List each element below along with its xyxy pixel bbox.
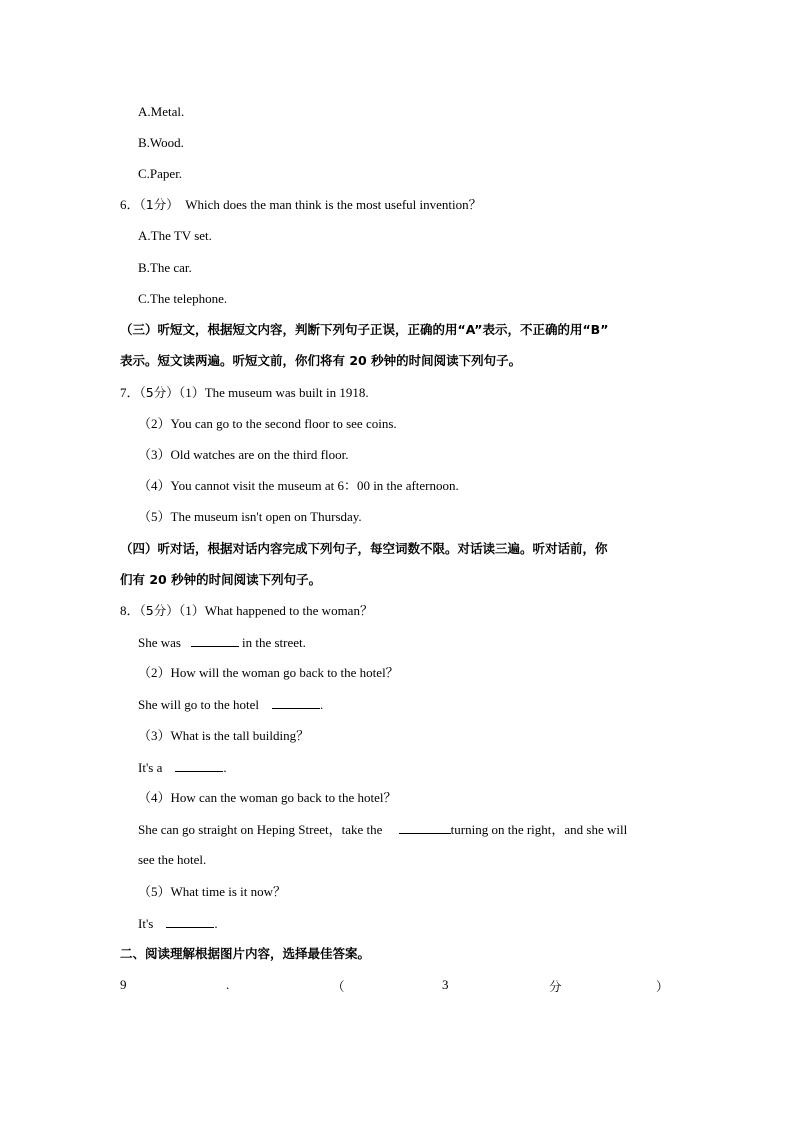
q8-question-2: （2）How will the woman go back to the hotel？ xyxy=(138,665,399,680)
q8-answer-1 xyxy=(138,634,306,651)
q7-item-4: （4）You cannot visit the museum at 6：00 in the afternoon. xyxy=(138,478,459,493)
q7-item-2: （2）You can go to the second floor to see coins. xyxy=(138,416,397,431)
q8-answer-5-pre: It's xyxy=(138,916,154,931)
q6-question-line xyxy=(120,197,482,213)
q8-line-1 xyxy=(120,603,373,619)
q7-item-5: （5）The museum isn't open on Thursday. xyxy=(138,509,362,524)
q6-option-b: B.The car. xyxy=(138,260,192,275)
part2-heading: 二、阅读理解根据图片内容，选择最佳答案。 xyxy=(120,946,371,961)
q8-blank-2[interactable] xyxy=(272,696,320,709)
q5-option-c: C.Paper. xyxy=(138,166,183,181)
q7-item-3: （3）Old watches are on the third floor. xyxy=(138,447,349,462)
q8-score: （5分） xyxy=(139,603,179,618)
q8-answer-2-pre: She will go to the hotel xyxy=(138,697,259,712)
section3-instruction-line2: 表示。短文读两遍。听短文前，你们将有 20 秒钟的时间阅读下列句子。 xyxy=(120,353,522,368)
q8-answer-1-post: in the street. xyxy=(241,635,306,650)
q9-number: 9 xyxy=(120,977,127,992)
q8-question-1: （1）What happened to the woman？ xyxy=(178,603,373,618)
q9-right-paren: ） xyxy=(656,979,669,994)
q9-question-line xyxy=(120,977,668,993)
q8-answer-3 xyxy=(138,759,227,776)
q9-left-paren: （ xyxy=(332,979,345,994)
q8-answer-5 xyxy=(138,915,218,932)
q7-score: （5分） xyxy=(139,385,179,400)
q8-answer-1-pre: She was xyxy=(138,635,181,650)
q6-option-a: A.The TV set. xyxy=(138,228,212,243)
q8-answer-2 xyxy=(138,696,323,713)
q7-item-1: （1）The museum was built in 1918. xyxy=(178,385,369,400)
q8-number: 8． xyxy=(120,603,140,618)
section4-instruction-line1: （四）听对话，根据对话内容完成下列句子，每空词数不限。对话读三遍。听对话前，你 xyxy=(120,541,608,556)
q8-blank-3[interactable] xyxy=(175,759,223,772)
q9-score: 3 xyxy=(442,977,449,992)
q5-option-a: A.Metal. xyxy=(138,104,185,119)
q8-blank-1[interactable] xyxy=(191,634,239,647)
q6-number: 6． xyxy=(120,197,140,212)
q6-question: Which does the man think is the most useful invention？ xyxy=(185,197,482,212)
q9-dot: . xyxy=(226,977,230,992)
q8-answer-3-pre: It's a xyxy=(138,760,163,775)
q8-answer-3-post: . xyxy=(223,760,227,775)
q8-answer-5-post: . xyxy=(214,916,218,931)
section4-instruction-line2: 们有 20 秒钟的时间阅读下列句子。 xyxy=(120,572,322,587)
q6-score: （1分） xyxy=(139,197,179,212)
q8-answer-4-line2: see the hotel. xyxy=(138,852,207,867)
q8-question-4: （4）How can the woman go back to the hotel？ xyxy=(138,790,397,805)
q5-option-b: B.Wood. xyxy=(138,135,184,150)
q7-line-1 xyxy=(120,385,369,401)
q8-blank-4[interactable] xyxy=(399,821,451,834)
q7-number: 7． xyxy=(120,385,140,400)
q8-question-5: （5）What time is it now？ xyxy=(138,884,287,899)
q8-answer-4-post: turning on the right，and she will xyxy=(450,822,628,837)
q8-answer-4-pre: She can go straight on Heping Street，take the xyxy=(138,822,383,837)
q8-blank-5[interactable] xyxy=(166,915,214,928)
q8-answer-2-post: . xyxy=(319,697,324,712)
q8-question-3: （3）What is the tall building？ xyxy=(138,728,310,743)
section3-instruction-line1: （三）听短文，根据短文内容，判断下列句子正误，正确的用“A”表示，不正确的用“B” xyxy=(120,322,609,337)
q6-option-c: C.The telephone. xyxy=(138,291,228,306)
q9-score-unit: 分 xyxy=(549,979,562,994)
q8-answer-4 xyxy=(138,821,627,838)
